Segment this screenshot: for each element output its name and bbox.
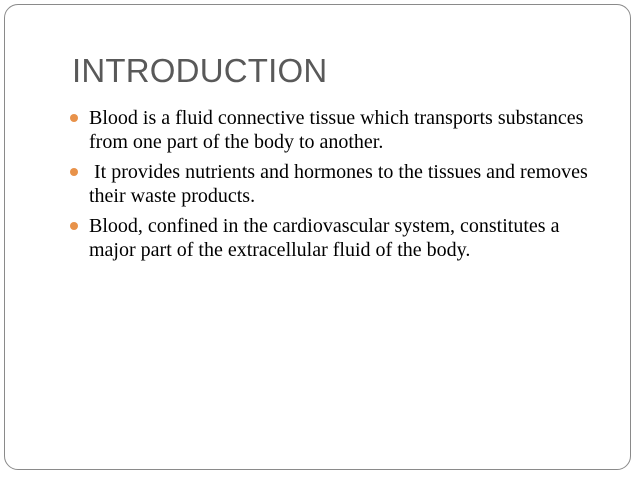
bullet-dot-icon — [70, 168, 78, 176]
bullet-text: Blood, confined in the cardiovascular system, constitutes a major part of the extracellular fluid of the body. — [89, 215, 565, 261]
bullet-item — [70, 106, 610, 154]
bullet-item — [70, 160, 610, 208]
bullet-list — [70, 106, 610, 268]
bullet-dot-icon — [70, 222, 78, 230]
bullet-text: It provides nutrients and hormones to the tissues and removes their waste products. — [89, 161, 593, 207]
bullet-dot-icon — [70, 114, 78, 122]
bullet-item — [70, 214, 610, 262]
bullet-text: Blood is a fluid connective tissue which transports substances from one part of the body to another. — [89, 107, 589, 153]
slide-title: INTRODUCTION — [72, 52, 328, 89]
